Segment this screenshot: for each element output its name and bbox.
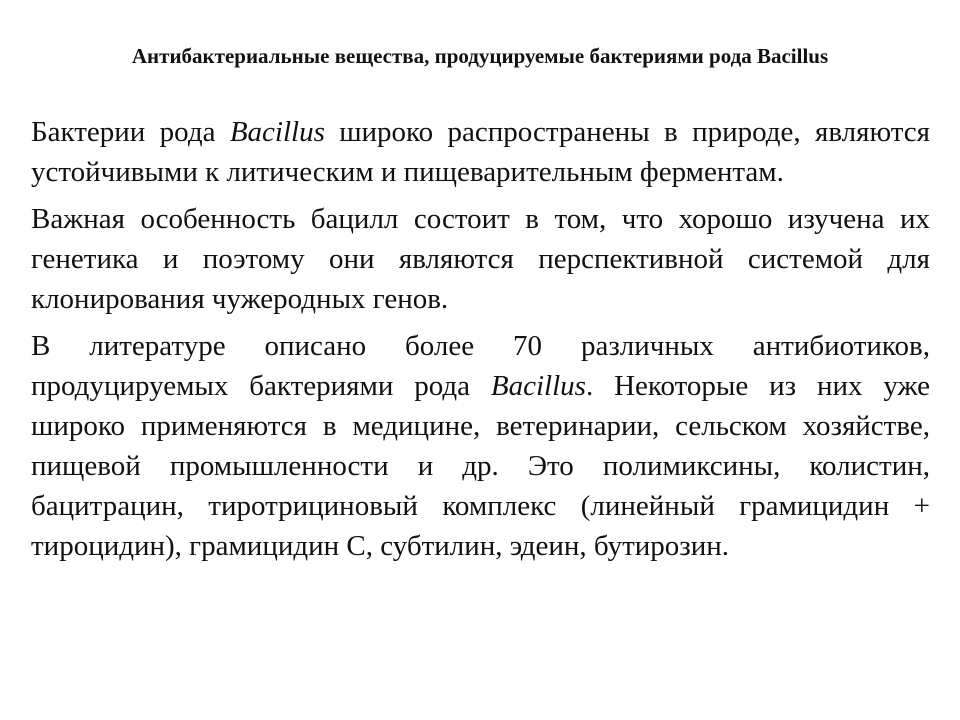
paragraph-1-text-end: широко распространены в природе, являются устойчивыми к литическим и пищеварительным ферментам.	[31, 116, 930, 188]
paragraph-1-text-start: Бактерии рода	[31, 116, 230, 148]
paragraph-3-text-start: В литературе описано более 70 различных антибиотиков, продуцируемых бактериями рода	[31, 330, 930, 402]
slide-title: Антибактериальные вещества, продуцируемые бактериями рода Bacillus	[131, 44, 829, 68]
paragraph-3-text-end: . Некоторые из них уже широко применяются в медицине, ветеринарии, сельском хозяйстве, пищевой промышленности и др. Это полимиксины, колистин, бацитрацин, тиротрициновый комплекс (линейный грамицидин + тироцидин), грамицидин С, субтилин, эдеин, бутирозин.	[31, 370, 930, 562]
slide-body	[31, 112, 930, 573]
paragraph-2-text: Важная особенность бацилл состоит в том, что хорошо изучена их генетика и поэтому они являются перспективной системой для клонирования чужеродных генов.	[31, 203, 930, 315]
paragraph-genetics	[31, 199, 930, 319]
genus-name-italic: Bacillus	[229, 116, 325, 148]
paragraph-distribution	[31, 112, 930, 192]
genus-name-italic: Bacillus	[490, 370, 586, 402]
paragraph-antibiotics	[31, 326, 930, 566]
